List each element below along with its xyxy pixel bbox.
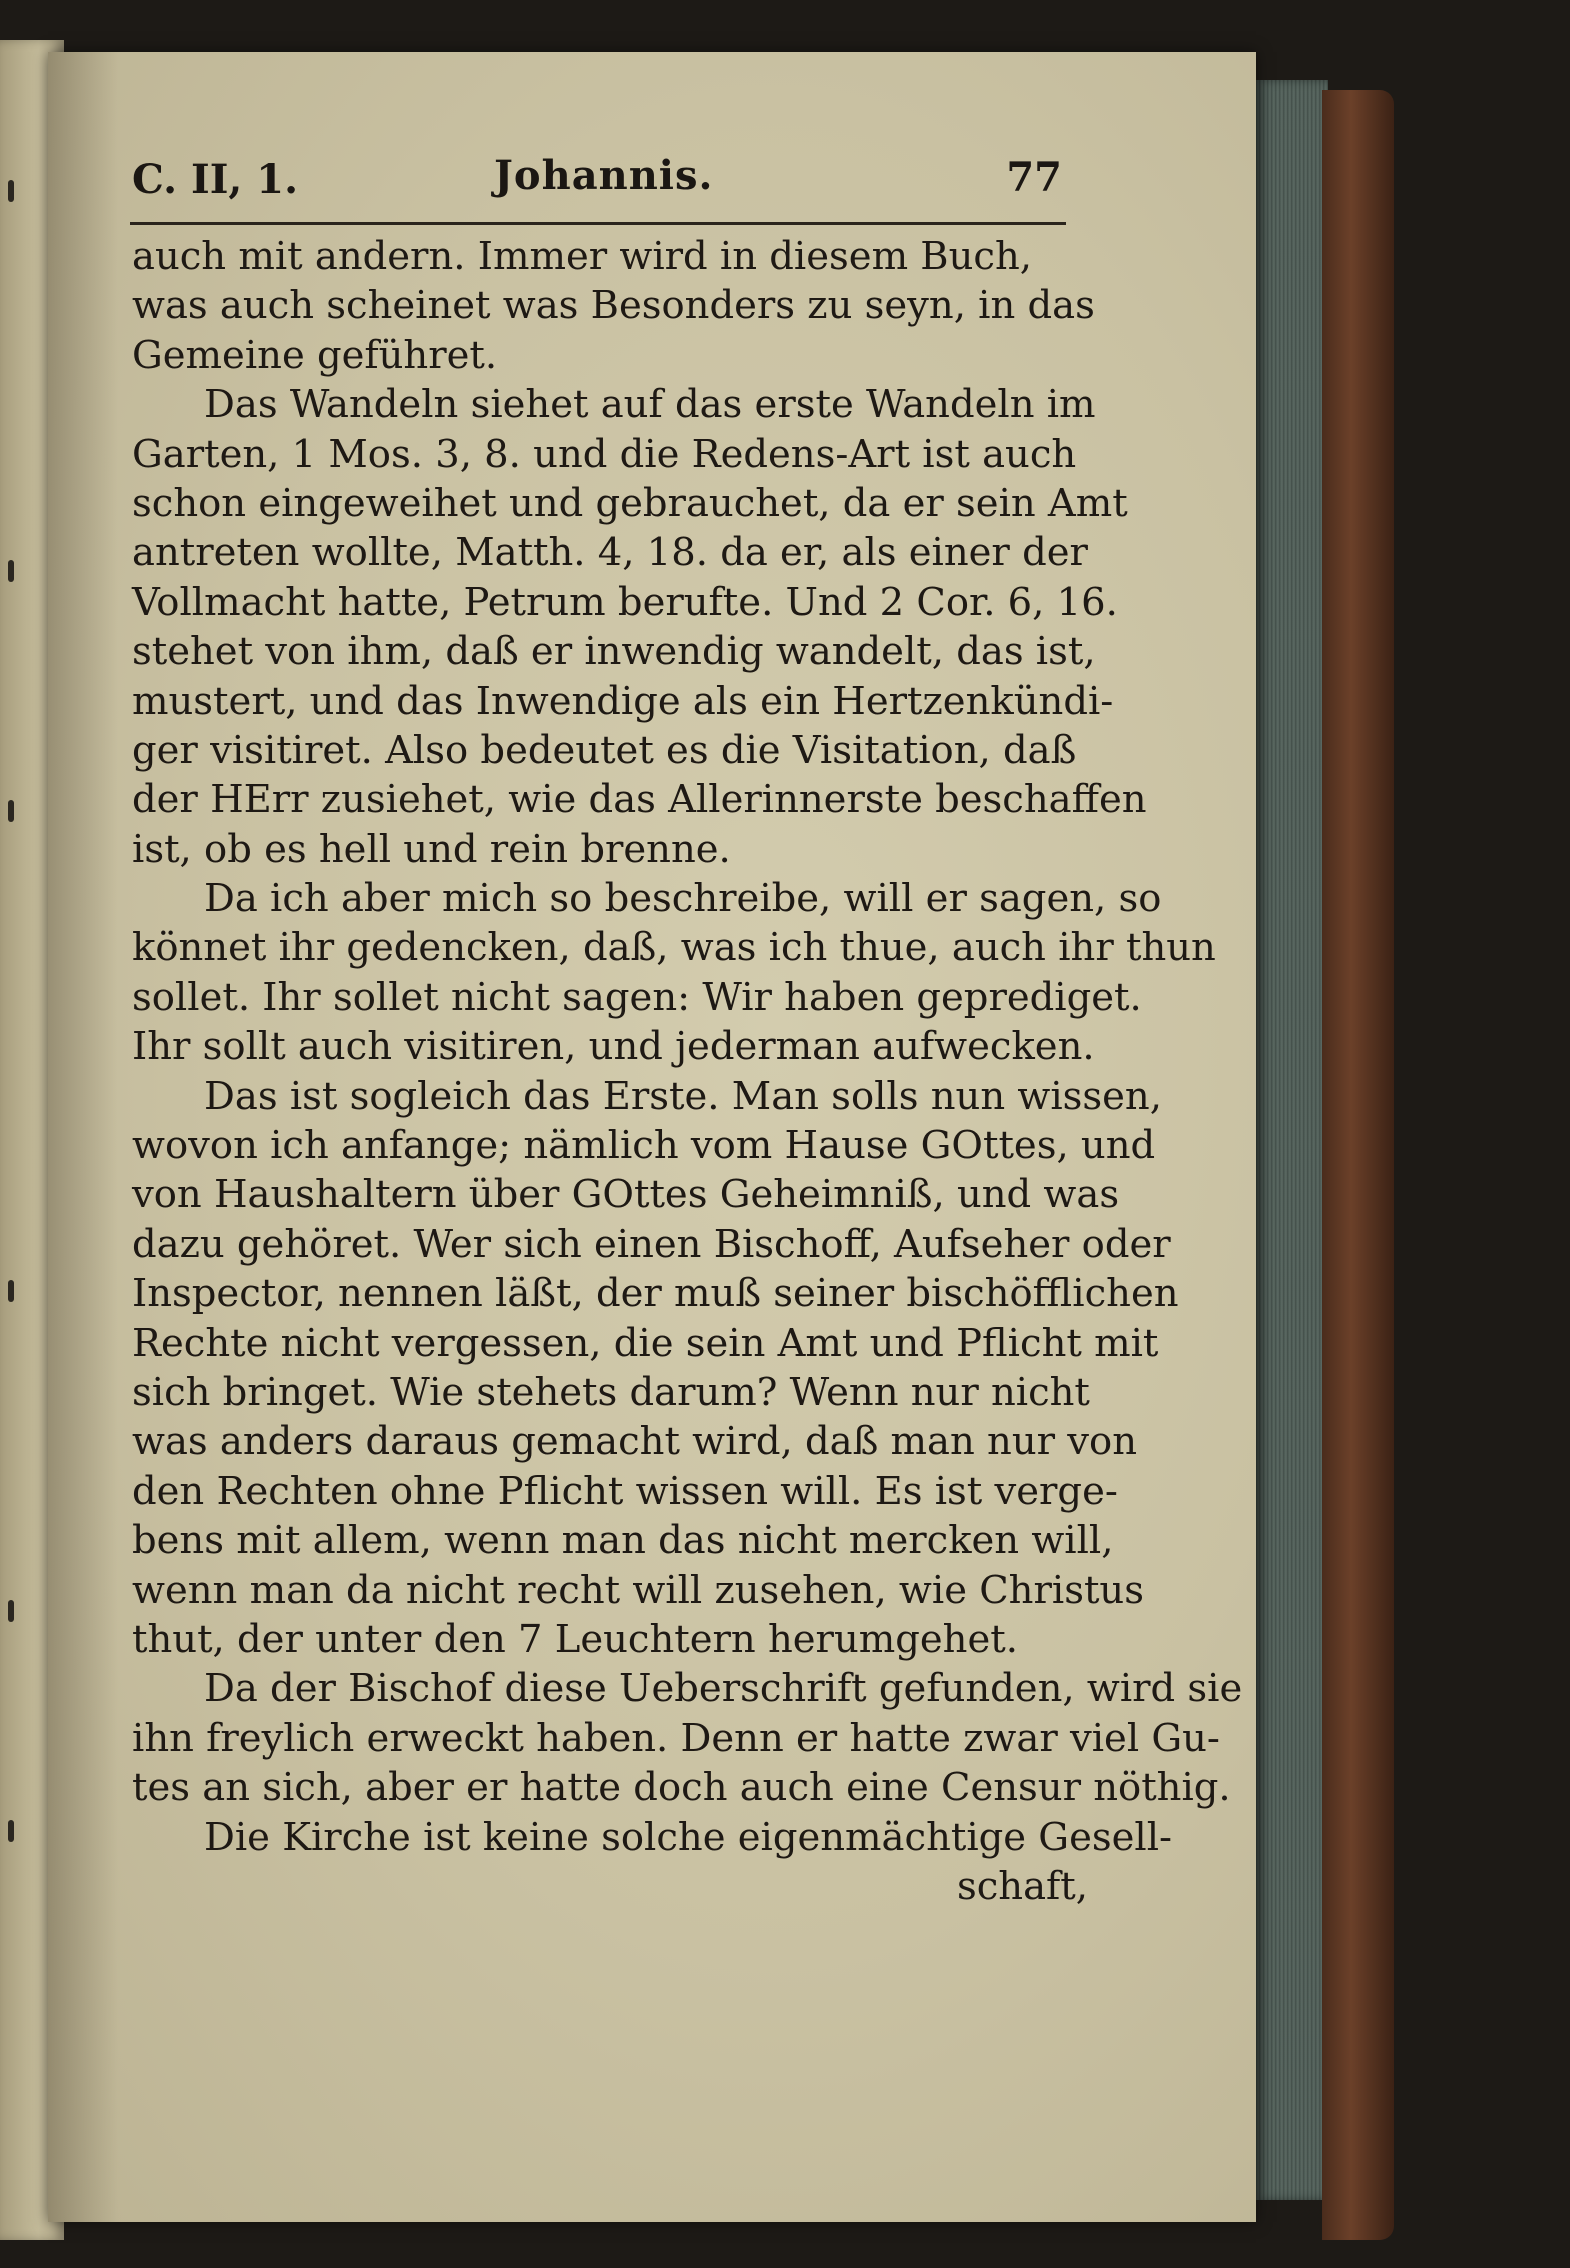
text-line: was anders daraus gemacht wird, daß man nur von <box>132 1419 1137 1465</box>
bleed-mark <box>8 800 14 822</box>
running-title: Johannis. <box>494 152 714 199</box>
bleed-mark <box>8 560 14 582</box>
text-line: sich bringet. Wie stehets darum? Wenn nur nicht <box>132 1369 1090 1415</box>
text-line: Inspector, nennen läßt, der muß seiner bischöfflichen <box>132 1271 1179 1317</box>
text-line: Rechte nicht vergessen, die sein Amt und Pflicht mit <box>132 1320 1159 1366</box>
text-line: Die Kirche ist keine solche eigenmächtige Gesell- <box>204 1814 1173 1860</box>
text-line: was auch scheinet was Besonders zu seyn, in das <box>132 283 1095 329</box>
bleed-mark <box>8 1600 14 1622</box>
text-line: bens mit allem, wenn man das nicht mercken will, <box>132 1518 1114 1564</box>
bleed-mark <box>8 180 14 202</box>
bleed-mark <box>8 1820 14 1842</box>
text-line: den Rechten ohne Pflicht wissen will. Es ist verge- <box>132 1468 1118 1514</box>
text-line: Garten, 1 Mos. 3, 8. und die Redens-Art ist auch <box>132 431 1077 477</box>
text-line: könnet ihr gedencken, daß, was ich thue, auch ihr thun <box>132 925 1216 971</box>
text-line: auch mit andern. Immer wird in diesem Buch, <box>132 234 1032 279</box>
text-line: Gemeine geführet. <box>132 332 498 378</box>
text-line: thut, der unter den 7 Leuchtern herumgehet. <box>132 1616 1018 1662</box>
bleed-mark <box>8 1280 14 1302</box>
header-rule <box>130 222 1066 225</box>
text-line: Da der Bischof diese Ueberschrift gefunden, wird sie <box>204 1666 1243 1712</box>
text-line: schon eingeweihet und gebrauchet, da er sein Amt <box>132 480 1128 526</box>
page-body <box>132 232 1243 1911</box>
text-line: wovon ich anfange; nämlich vom Hause GOttes, und <box>132 1123 1156 1169</box>
text-line: mustert, und das Inwendige als ein Hertzenkündi- <box>132 678 1114 724</box>
text-line: Ihr sollt auch visitiren, und jederman aufwecken. <box>132 1024 1095 1070</box>
text-line: ist, ob es hell und rein brenne. <box>132 826 731 872</box>
text-line: wenn man da nicht recht will zusehen, wie Christus <box>132 1567 1144 1613</box>
text-line: dazu gehöret. Wer sich einen Bischoff, Aufseher oder <box>132 1221 1171 1267</box>
text-line: der HErr zusiehet, wie das Allerinnerste beschaffen <box>132 777 1147 823</box>
running-header <box>132 150 1062 214</box>
chapter-reference: C. II, 1. <box>132 156 299 203</box>
text-line: antreten wollte, Matth. 4, 18. da er, als einer der <box>132 530 1088 576</box>
text-line: von Haushaltern über GOttes Geheimniß, und was <box>132 1172 1120 1218</box>
catchword: schaft, <box>956 1863 1088 1909</box>
page-block-edge <box>1256 80 1328 2200</box>
text-line: Das Wandeln siehet auf das erste Wandeln im <box>204 382 1096 428</box>
text-line: Vollmacht hatte, Petrum berufte. Und 2 Cor. 6, 16. <box>132 579 1118 625</box>
text-line: sollet. Ihr sollet nicht sagen: Wir haben geprediget. <box>132 974 1142 1020</box>
text-line: Da ich aber mich so beschreibe, will er sagen, so <box>204 876 1162 922</box>
text-line: stehet von ihm, daß er inwendig wandelt, das ist, <box>132 629 1096 675</box>
book-cover <box>1322 90 1394 2240</box>
text-line: Das ist sogleich das Erste. Man solls nun wissen, <box>204 1073 1162 1119</box>
text-line: ihn freylich erweckt haben. Denn er hatte zwar viel Gu- <box>132 1715 1220 1761</box>
text-line: tes an sich, aber er hatte doch auch eine Censur nöthig. <box>132 1765 1231 1811</box>
text-line: ger visitiret. Also bedeutet es die Visitation, daß <box>132 727 1077 773</box>
page-number: 77 <box>1006 154 1062 201</box>
